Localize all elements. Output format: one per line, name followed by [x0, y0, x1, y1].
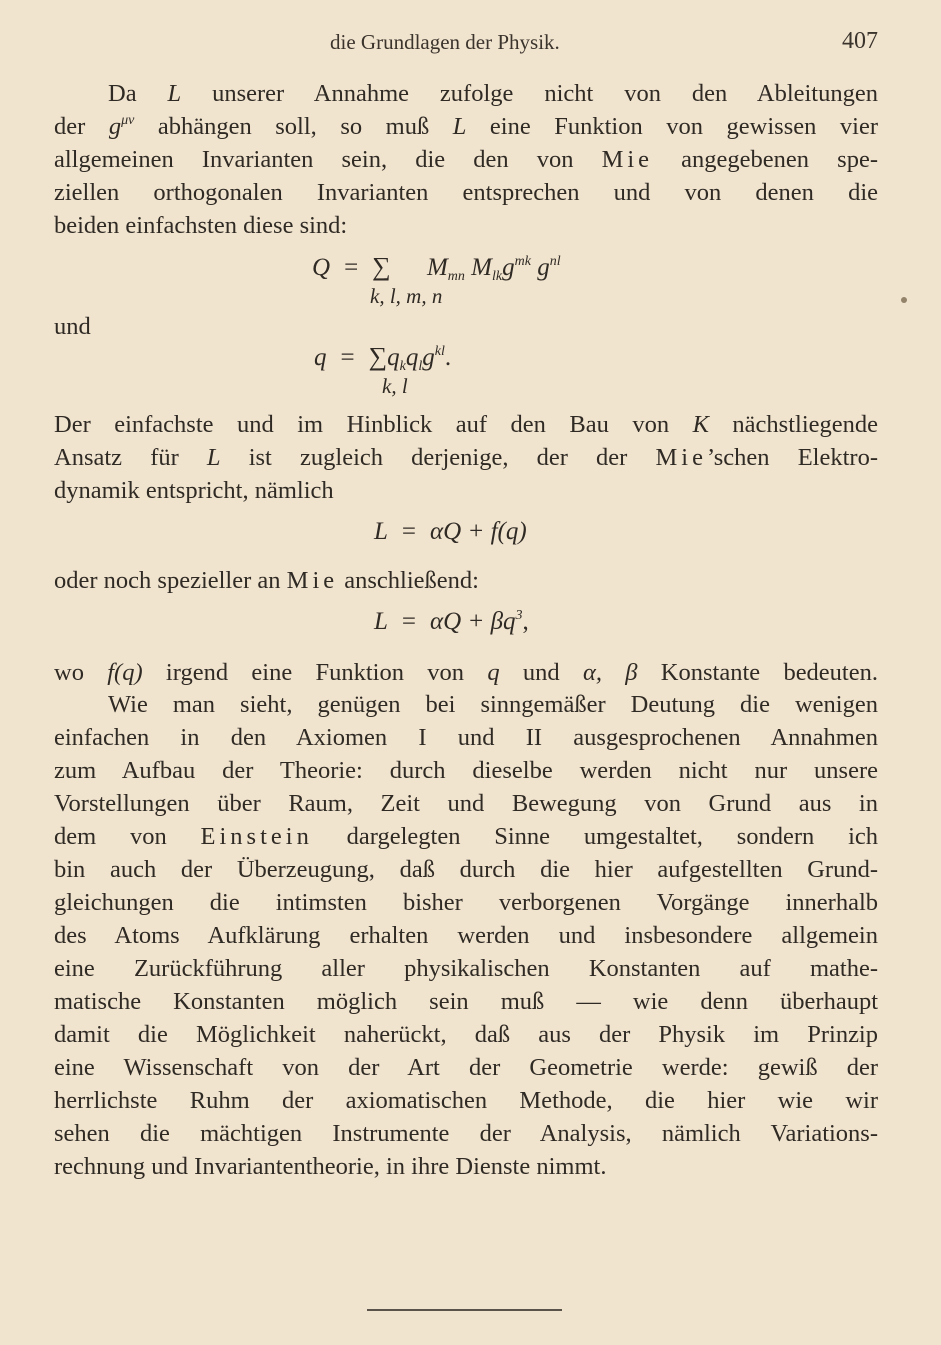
paragraph-3-line-7: gleichungen die intimsten bisher verborgenen Vorgänge innerhalb [54, 889, 878, 916]
text-fragment: Da [108, 80, 168, 107]
running-head-title: die Grundlagen der Physik. [330, 30, 560, 54]
formula-q-limits: k, l [382, 374, 408, 398]
where-line [54, 656, 878, 689]
text-fragment: = [344, 254, 359, 281]
text-fragment: K [692, 411, 709, 438]
text-fragment: ziellen orthogonalen Invarianten entsprechen und von denen die [54, 179, 878, 206]
text-fragment: mn [447, 269, 465, 284]
text-fragment: Ansatz für [54, 444, 207, 471]
text-fragment: l [418, 359, 423, 374]
text-fragment: wo [54, 659, 108, 686]
paragraph-1-line-3 [54, 143, 878, 176]
text-fragment: Q [312, 254, 331, 281]
sum-symbol: ∑ [372, 252, 391, 281]
text-fragment: M [426, 254, 448, 281]
paragraph-3-line-4: Vorstellungen über Raum, Zeit und Bewegung von Grund aus in [54, 790, 878, 817]
text-fragment: μν [121, 113, 135, 128]
text-fragment: ist zugleich derjenige, der der [220, 444, 656, 471]
paragraph-3-line-8: des Atoms Aufklärung erhalten werden und insbesondere allgemein [54, 922, 878, 949]
text-fragment: L [167, 80, 182, 107]
text-fragment: angegebenen spe- [653, 146, 878, 173]
text-fragment: 3 [515, 608, 523, 623]
paper-speck [901, 297, 907, 303]
text-fragment: f(q) [107, 659, 143, 686]
formula-q [314, 342, 451, 372]
text-fragment: Mie [655, 444, 707, 471]
formula-Q-limits: k, l, m, n [370, 284, 443, 308]
text-fragment: g [537, 254, 550, 281]
formula-Q [312, 252, 561, 282]
text-fragment: unserer Annahme zufolge nicht von den Ableitungen [181, 80, 878, 107]
text-fragment: Mie [286, 567, 339, 594]
text-fragment: und [499, 659, 583, 686]
text-fragment: L [374, 518, 388, 545]
paragraph-3-line-13: herrlichste Ruhm der axiomatischen Methode, die hier wie wir [54, 1087, 878, 1114]
text-fragment: = [340, 344, 355, 371]
paragraph-3-line-6: bin auch der Überzeugung, daß durch die hier aufgestellten Grund- [54, 856, 878, 883]
text-fragment: . [444, 344, 452, 371]
paragraph-3-line-1: Wie man sieht, genügen bei sinngemäßer Deutung die wenigen [108, 691, 878, 718]
text-fragment: Der einfachste und im Hinblick auf den Bau von [54, 411, 693, 438]
text-fragment: Konstante bedeuten. [637, 659, 878, 686]
text-fragment: M [471, 254, 492, 281]
paragraph-2-line-3 [54, 474, 878, 507]
paragraph-1-line-1 [108, 77, 878, 110]
text-fragment: q [314, 344, 327, 371]
text-fragment: αQ + f(q) [430, 518, 527, 545]
text-fragment: g [108, 113, 122, 140]
text-fragment: dem von [54, 823, 201, 850]
running-head [330, 30, 878, 56]
text-fragment: q [405, 344, 419, 371]
text-fragment: g [422, 344, 435, 371]
text-fragment: lk [492, 269, 503, 284]
text-fragment: abhängen soll, so muß [134, 113, 453, 140]
paragraph-3-line-14: sehen die mächtigen Instrumente der Analysis, nämlich Variations- [54, 1120, 878, 1147]
text-fragment: anschließend: [338, 567, 479, 594]
sum-symbol: ∑ [368, 342, 388, 371]
paragraph-3-line-11: damit die Möglichkeit naherückt, daß aus der Physik im Prinzip [54, 1021, 878, 1048]
text-fragment: g [502, 254, 515, 281]
text-fragment: q [487, 659, 500, 686]
text-fragment: L [206, 444, 221, 471]
paragraph-1-line-2 [54, 110, 878, 143]
text-fragment: dargelegten Sinne umgestaltet, sondern ich [312, 823, 879, 850]
text-fragment [426, 254, 561, 284]
text-fragment: α, β [582, 659, 638, 686]
text-fragment: k [399, 359, 406, 374]
text-fragment: , [522, 608, 529, 635]
paragraph-1-line-5 [54, 209, 878, 242]
paragraph-3-line-9: eine Zurückführung aller physikalischen Konstanten auf mathe- [54, 955, 878, 982]
paragraph-3-line-12: eine Wissenschaft von der Art der Geometrie werde: gewiß der [54, 1054, 878, 1081]
page-number: 407 [842, 28, 878, 54]
text-fragment: allgemeinen Invarianten sein, die den von [54, 146, 602, 173]
text-fragment: Einstein [200, 823, 313, 850]
paragraph-3-line-2: einfachen in den Axiomen I und II ausgesprochenen Annahmen [54, 724, 878, 751]
paragraph-3-line-10: matische Konstanten möglich sein muß — wie denn überhaupt [54, 988, 878, 1015]
text-fragment: nächstliegende [708, 411, 878, 438]
text-fragment: oder noch spezieller an [54, 567, 287, 594]
text-fragment: kl [434, 344, 445, 359]
text-fragment: q [387, 344, 400, 371]
text-between-formulas [54, 564, 878, 597]
formula-L-special [374, 608, 529, 636]
text-fragment: dynamik entspricht, nämlich [54, 477, 334, 504]
text-fragment: ’schen Elektro- [706, 444, 878, 471]
text-fragment: L [374, 608, 388, 635]
text-fragment: nl [549, 254, 561, 269]
paragraph-3-line-5 [54, 820, 878, 853]
text-fragment: Mie [601, 146, 654, 173]
paragraph-3-line-15: rechnung und Invariantentheorie, in ihre Dienste nimmt. [54, 1153, 607, 1180]
paragraph-3-line-3: zum Aufbau der Theorie: durch dieselbe werden nicht nur unsere [54, 757, 878, 784]
text-fragment: = [401, 608, 417, 635]
text-fragment: L [452, 113, 467, 140]
text-fragment: der [54, 113, 109, 140]
paragraph-2-line-1 [54, 408, 878, 441]
text-fragment: irgend eine Funktion von [142, 659, 488, 686]
text-fragment: mk [514, 254, 531, 269]
text-fragment: αQ + βq [430, 608, 516, 635]
text-fragment: eine Funktion von gewissen vier [466, 113, 878, 140]
text-fragment: = [401, 518, 417, 545]
text-fragment: beiden einfachsten diese sind: [54, 212, 348, 239]
end-rule [367, 1309, 562, 1311]
connector-und [54, 310, 878, 343]
text-fragment: und [54, 313, 91, 340]
paragraph-1-line-4 [54, 176, 878, 209]
formula-L-general [374, 518, 527, 546]
paragraph-2-line-2 [54, 441, 878, 474]
